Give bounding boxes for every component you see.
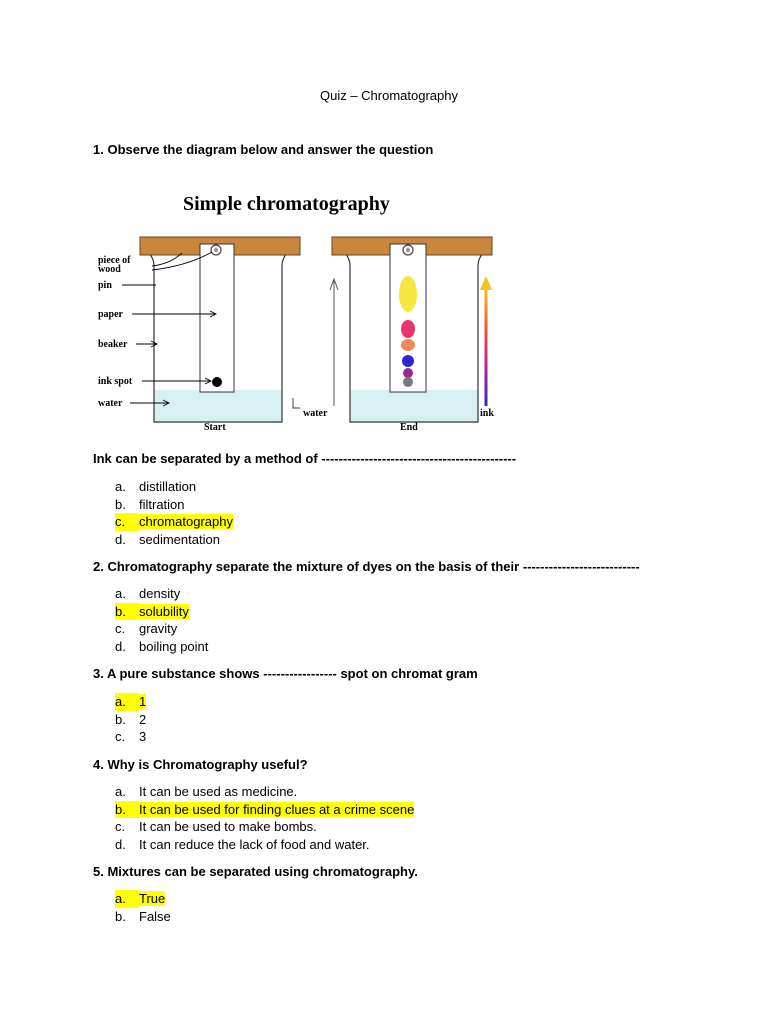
option-text-highlighted: It can be used for finding clues at a crime scene <box>139 801 415 817</box>
option-2d <box>115 638 208 656</box>
option-1c <box>115 513 233 531</box>
label-end: End <box>400 422 418 433</box>
option-2c <box>115 620 208 638</box>
ink-arrowhead-icon <box>480 276 492 290</box>
label-start: Start <box>204 422 226 433</box>
corner-mark-icon <box>293 398 300 408</box>
option-text-highlighted: 1 <box>139 694 147 709</box>
option-letter: a. <box>115 784 126 799</box>
option-text: density <box>139 586 181 601</box>
label-ink-spot: ink spot <box>98 376 133 387</box>
option-text: gravity <box>139 621 178 637</box>
end-setup <box>332 237 492 433</box>
question-1-stem: Ink can be separated by a method of --------------------------------------------- <box>93 451 517 466</box>
chromatography-diagram <box>92 180 512 435</box>
pin-head-icon <box>406 248 410 252</box>
label-water: water <box>98 398 123 409</box>
option-letter: a. <box>115 586 126 601</box>
question-5-options <box>115 890 171 925</box>
spot-yellow <box>399 276 417 312</box>
question-1-options <box>115 478 233 548</box>
option-letter: a. <box>115 479 126 494</box>
spot-orange <box>401 339 415 351</box>
option-2a <box>115 585 208 603</box>
option-text: It can reduce the lack of food and water. <box>139 836 370 852</box>
ink-spot-dot <box>212 377 222 387</box>
option-letter: c. <box>115 621 126 637</box>
question-3-options <box>115 693 146 746</box>
question-4-options <box>115 783 414 853</box>
question-3-stem: 3. A pure substance shows ----------------- spot on chromat gram <box>93 666 478 681</box>
option-text: filtration <box>139 496 185 512</box>
label-paper: paper <box>98 309 123 320</box>
option-letter: a. <box>115 890 139 908</box>
option-letter: b. <box>115 496 126 512</box>
spot-grey <box>403 377 413 387</box>
question-5-stem: 5. Mixtures can be separated using chromatography. <box>93 864 418 879</box>
option-letter: b. <box>115 711 126 727</box>
option-letter: d. <box>115 638 126 654</box>
option-text: boiling point <box>139 638 209 654</box>
spot-pink <box>401 320 415 338</box>
option-text: False <box>139 908 171 924</box>
start-setup <box>98 237 300 433</box>
label-piece-of: piece of <box>98 255 131 266</box>
option-4b <box>115 801 414 819</box>
label-pin: pin <box>98 280 112 291</box>
option-4c <box>115 818 414 836</box>
option-letter: a. <box>115 693 139 711</box>
option-text: sedimentation <box>139 531 220 547</box>
option-letter: b. <box>115 908 126 924</box>
ink-arrow-shaft <box>485 288 488 406</box>
option-text: It can be used as medicine. <box>139 784 298 799</box>
question-2-stem: 2. Chromatography separate the mixture of dyes on the basis of their --------------------------- <box>93 559 640 574</box>
option-letter: b. <box>115 801 139 819</box>
document-title: Quiz – Chromatography <box>319 88 458 103</box>
option-2b <box>115 603 208 621</box>
water-left <box>154 390 282 422</box>
option-text: 2 <box>139 711 147 727</box>
spot-blue <box>402 355 414 367</box>
option-1d <box>115 531 233 549</box>
label-water-arrow: water <box>303 408 328 419</box>
option-letter: b. <box>115 603 139 621</box>
option-4d <box>115 836 414 854</box>
option-text: distillation <box>139 479 197 494</box>
option-3c <box>115 728 146 746</box>
option-text-highlighted: True <box>139 891 166 906</box>
paper-left <box>200 244 234 392</box>
label-wood: wood <box>98 264 121 275</box>
option-5a <box>115 890 171 908</box>
option-letter: d. <box>115 836 126 852</box>
option-3b <box>115 711 146 729</box>
option-letter: d. <box>115 531 126 547</box>
option-4a <box>115 783 414 801</box>
option-letter: c. <box>115 513 139 531</box>
label-beaker: beaker <box>98 339 128 350</box>
spot-purple <box>403 368 413 378</box>
question-4-stem: 4. Why is Chromatography useful? <box>93 757 308 772</box>
option-1b <box>115 496 233 514</box>
label-ink-arrow: ink <box>480 408 494 419</box>
question-1-prompt: 1. Observe the diagram below and answer the question <box>93 142 434 157</box>
option-3a <box>115 693 146 711</box>
option-text: 3 <box>139 729 147 745</box>
option-text: It can be used to make bombs. <box>139 819 317 835</box>
option-letter: c. <box>115 819 126 835</box>
pin-head-icon <box>214 248 218 252</box>
option-letter: c. <box>115 729 126 745</box>
question-2-options <box>115 585 208 655</box>
water-right <box>350 390 478 422</box>
figure-title: Simple chromatography <box>183 193 390 215</box>
option-5b <box>115 908 171 926</box>
option-1a <box>115 478 233 496</box>
option-text-highlighted: chromatography <box>139 514 233 530</box>
option-text-highlighted: solubility <box>139 603 189 619</box>
